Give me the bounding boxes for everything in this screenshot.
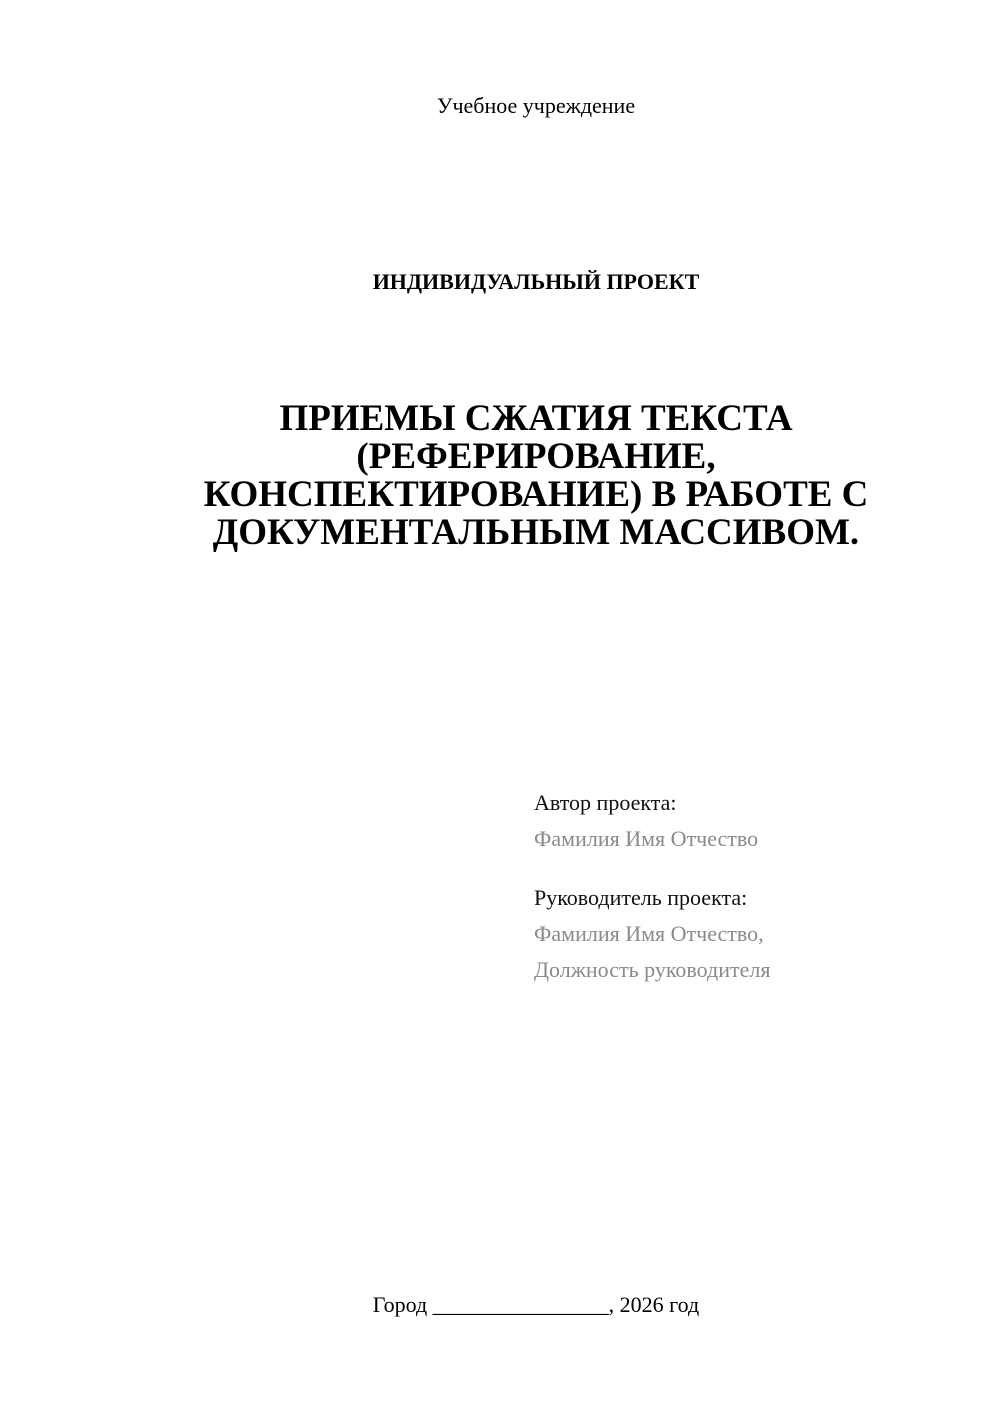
- project-info-block: [534, 789, 974, 984]
- project-title-line: ДОКУМЕНТАЛЬНЫМ МАССИВОМ.: [212, 512, 860, 553]
- supervisor-name: Фамилия Имя Отчество,: [534, 921, 764, 946]
- project-title-line: ПРИЕМЫ СЖАТИЯ ТЕКСТА: [279, 398, 793, 439]
- project-type-heading: ИНДИВИДУАЛЬНЫЙ ПРОЕКТ: [372, 269, 700, 294]
- project-title-line: (РЕФЕРИРОВАНИЕ,: [356, 436, 716, 477]
- supervisor-label: Руководитель проекта:: [534, 885, 748, 910]
- city-year-line: Город ________________, 2026 год: [372, 1292, 700, 1317]
- author-name: Фамилия Имя Отчество: [534, 826, 759, 851]
- supervisor-position: Должность руководителя: [534, 957, 771, 982]
- institution-name: Учебное учреждение: [436, 93, 636, 118]
- project-title-line: КОНСПЕКТИРОВАНИЕ) В РАБОТЕ С: [203, 474, 869, 515]
- spacer: [534, 853, 974, 884]
- author-label: Автор проекта:: [534, 790, 677, 815]
- project-title: [170, 400, 902, 552]
